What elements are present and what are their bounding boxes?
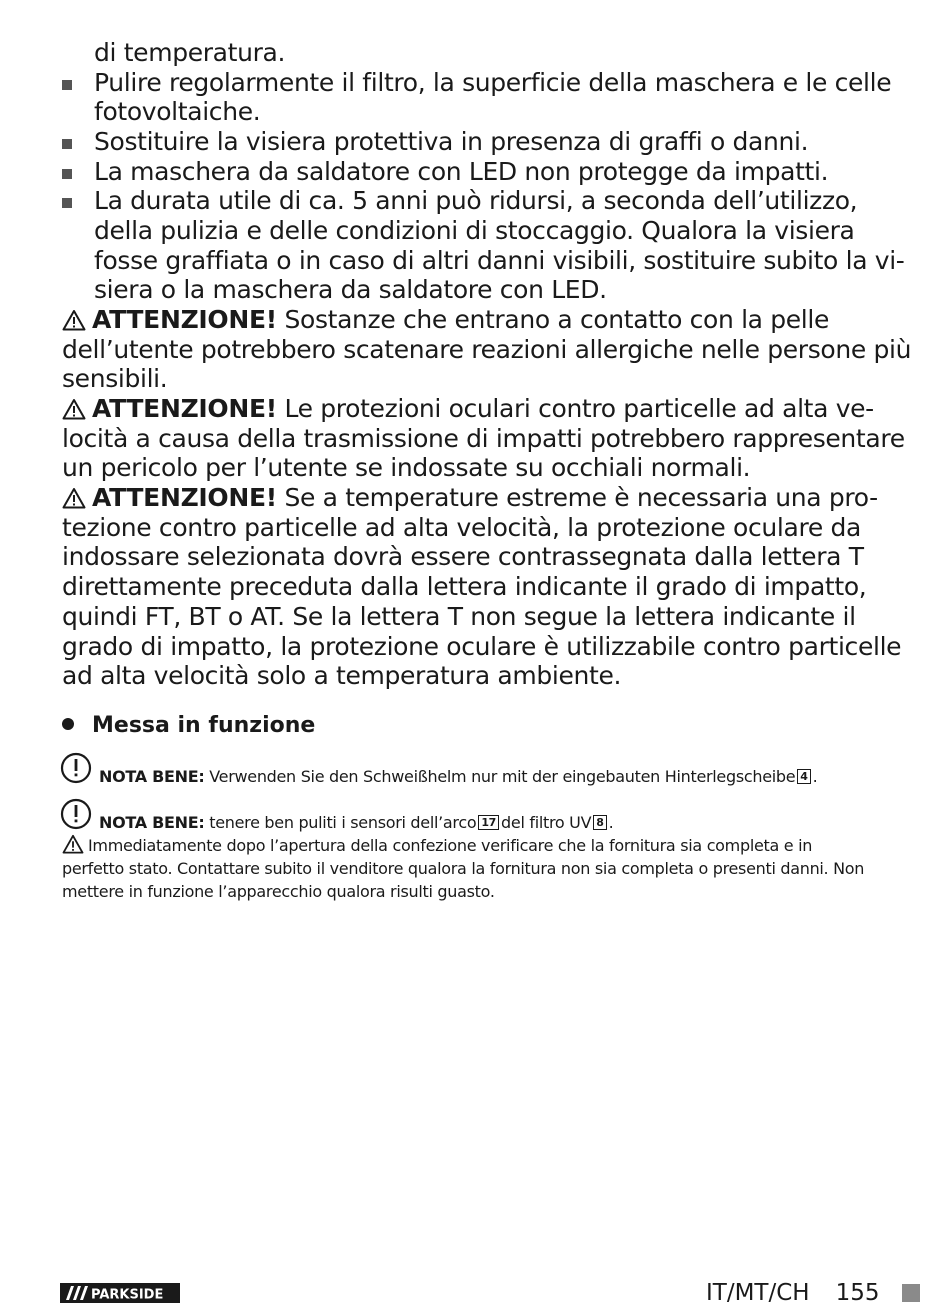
footer-region: IT/MT/CH bbox=[706, 1280, 810, 1306]
text-line: indossare selezionata dovrà essere contrassegnata dalla lettera T bbox=[62, 542, 864, 571]
paragraph-line bbox=[62, 834, 812, 857]
exclamation-circle-icon bbox=[60, 752, 92, 784]
text-line: fotovoltaiche. bbox=[94, 97, 261, 126]
reference-number: 17 bbox=[478, 815, 499, 830]
note-label: NOTA BENE: bbox=[99, 767, 205, 786]
footer-square-marker bbox=[902, 1284, 920, 1302]
note-punct: . bbox=[812, 767, 818, 786]
text-line: quindi FT, BT o AT. Se la lettera T non segue la lettera indicante il bbox=[62, 602, 856, 631]
parkside-logo bbox=[60, 1283, 180, 1303]
reference-number: 8 bbox=[593, 815, 606, 830]
bullet-dot-icon bbox=[62, 718, 74, 730]
text-line: fosse graffiata o in caso di altri danni visibili, sostituire subito la vi- bbox=[94, 246, 905, 275]
section-heading-text: Messa in funzione bbox=[92, 713, 316, 738]
text-line: di temperatura. bbox=[94, 38, 286, 67]
warning-line bbox=[62, 483, 878, 513]
text-line: della pulizia e delle condizioni di stoccaggio. Qualora la visiera bbox=[94, 216, 855, 245]
text-line: locità a causa della trasmissione di impatti potrebbero rappresentare bbox=[62, 424, 905, 453]
bullet-item: Pulire regolarmente il filtro, la superficie della maschera e le celle bbox=[94, 68, 892, 97]
svg-text:PARKSIDE: PARKSIDE bbox=[91, 1287, 164, 1303]
exclamation-circle-icon bbox=[60, 798, 92, 830]
note-label: NOTA BENE: bbox=[99, 813, 205, 832]
square-bullet-icon bbox=[62, 139, 72, 149]
text-line: un pericolo per l’utente se indossate su occhiali normali. bbox=[62, 453, 751, 482]
text-line: dell’utente potrebbero scatenare reazioni allergiche nelle persone più bbox=[62, 335, 912, 364]
note-text: del filtro UV bbox=[501, 813, 592, 832]
footer-page-info bbox=[706, 1280, 880, 1306]
warning-triangle-icon bbox=[62, 487, 86, 509]
page-number: 155 bbox=[835, 1280, 880, 1306]
square-bullet-icon bbox=[62, 169, 72, 179]
text-line: direttamente preceduta dalla lettera indicante il grado di impatto, bbox=[62, 572, 867, 601]
warning-text: Se a temperature estreme è necessaria una pro- bbox=[284, 483, 878, 512]
warning-line bbox=[62, 305, 829, 335]
note-punct: . bbox=[608, 813, 614, 832]
warning-text: Le protezioni oculari contro particelle ad alta ve- bbox=[284, 394, 874, 423]
note-text: tenere ben puliti i sensori dell’arco bbox=[209, 813, 477, 832]
text-line: sensibili. bbox=[62, 364, 168, 393]
text-line: tezione contro particelle ad alta velocità, la protezione oculare da bbox=[62, 513, 861, 542]
warning-triangle-icon bbox=[62, 834, 84, 854]
bullet-item: La maschera da saldatore con LED non protegge da impatti. bbox=[94, 157, 829, 186]
text-line: ad alta velocità solo a temperatura ambiente. bbox=[62, 661, 622, 690]
reference-number: 4 bbox=[797, 769, 810, 784]
warning-line bbox=[62, 394, 874, 424]
paragraph-text: Immediatamente dopo l’apertura della confezione verificare che la fornitura sia completa e in bbox=[88, 836, 813, 855]
attention-label: ATTENZIONE! bbox=[92, 305, 277, 334]
paragraph-line: perfetto stato. Contattare subito il venditore qualora la fornitura non sia completa o presenti danni. Non bbox=[62, 859, 865, 878]
warning-triangle-icon bbox=[62, 309, 86, 331]
bullet-item: Sostituire la visiera protettiva in presenza di graffi o danni. bbox=[94, 127, 809, 156]
square-bullet-icon bbox=[62, 80, 72, 90]
note-line bbox=[99, 812, 613, 834]
paragraph-line: mettere in funzione l’apparecchio qualora risulti guasto. bbox=[62, 882, 495, 901]
section-heading bbox=[62, 713, 315, 738]
warning-triangle-icon bbox=[62, 398, 86, 420]
note-line bbox=[99, 766, 817, 788]
attention-label: ATTENZIONE! bbox=[92, 483, 277, 512]
note-text: Verwenden Sie den Schweißhelm nur mit der eingebauten Hinterlegscheibe bbox=[209, 767, 796, 786]
text-line: siera o la maschera da saldatore con LED. bbox=[94, 275, 607, 304]
bullet-item: La durata utile di ca. 5 anni può ridursi, a seconda dell’utilizzo, bbox=[94, 186, 858, 215]
attention-label: ATTENZIONE! bbox=[92, 394, 277, 423]
warning-text: Sostanze che entrano a contatto con la pelle bbox=[284, 305, 830, 334]
square-bullet-icon bbox=[62, 198, 72, 208]
text-line: grado di impatto, la protezione oculare è utilizzabile contro particelle bbox=[62, 632, 902, 661]
